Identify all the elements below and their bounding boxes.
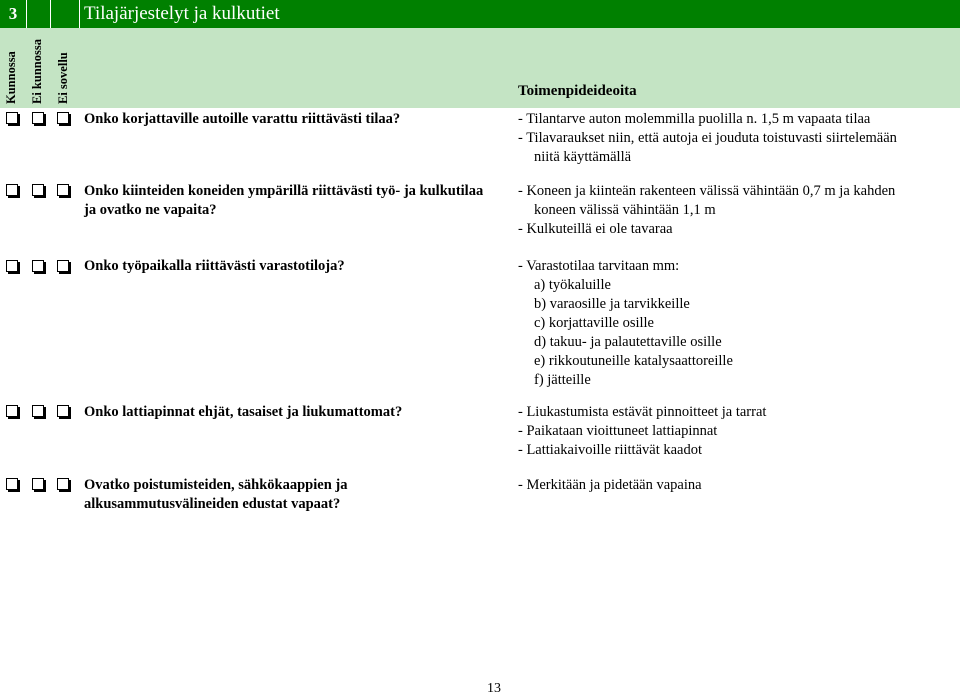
checkbox-ei-kunnossa[interactable] <box>32 112 44 124</box>
question: Onko korjattaville autoille varattu riittävästi tilaa? <box>84 111 401 127</box>
checkbox-ei-kunnossa[interactable] <box>32 405 44 417</box>
ideas: - Varastotilaa tarvitaan mm: a) työkaluille b) varaosille ja tarvikkeille c) korjattaville osille d) takuu- ja palautettaville osille e) rikkoutuneille katalysaattoreille f) jätteille <box>518 258 733 388</box>
section-header <box>0 0 960 28</box>
checkbox-kunnossa[interactable] <box>6 184 18 196</box>
question: Onko työpaikalla riittävästi varastotiloja? <box>84 258 345 274</box>
checkbox-ei-sovellu[interactable] <box>57 478 69 490</box>
checkbox-ei-kunnossa[interactable] <box>32 184 44 196</box>
question: Onko kiinteiden koneiden ympärillä riittävästi työ- ja kulkutilaa ja ovatko ne vapaita? <box>84 183 484 218</box>
checkbox-ei-sovellu[interactable] <box>57 405 69 417</box>
ideas: - Liukastumista estävät pinnoitteet ja tarrat - Paikataan vioittuneet lattiapinnat - Lattiakaivoille riittävät kaadot <box>518 404 767 458</box>
checkbox-kunnossa[interactable] <box>6 112 18 124</box>
question: Ovatko poistumisteiden, sähkökaappien ja alkusammutusvälineiden edustat vapaat? <box>84 477 348 512</box>
page-number: 13 <box>487 681 501 696</box>
column-header-ei-kunnossa: Ei kunnossa <box>26 28 53 108</box>
checkbox-ei-sovellu[interactable] <box>57 260 69 272</box>
checkbox-ei-kunnossa[interactable] <box>32 478 44 490</box>
ideas: - Koneen ja kiinteän rakenteen välissä vähintään 0,7 m ja kahden koneen välissä vähintään 1,1 m - Kulkuteillä ei ole tavaraa <box>518 183 896 237</box>
checkbox-kunnossa[interactable] <box>6 478 18 490</box>
ideas: - Merkitään ja pidetään vapaina <box>518 477 702 493</box>
checkbox-ei-sovellu[interactable] <box>57 184 69 196</box>
section-title: Tilajärjestelyt ja kulkutiet <box>84 3 280 24</box>
checkbox-ei-kunnossa[interactable] <box>32 260 44 272</box>
checkbox-kunnossa[interactable] <box>6 260 18 272</box>
ideas: - Tilantarve auton molemmilla puolilla n. 1,5 m vapaata tilaa - Tilavaraukset niin, että autoja ei jouduta toistuvasti siirtelemään niitä käyttämällä <box>518 111 897 165</box>
column-header-toimenpideideoita: Toimenpideideoita <box>518 83 637 99</box>
column-header-ei-sovellu: Ei sovellu <box>52 28 79 108</box>
checkbox-ei-sovellu[interactable] <box>57 112 69 124</box>
question: Onko lattiapinnat ehjät, tasaiset ja liukumattomat? <box>84 404 403 420</box>
section-number: 3 <box>0 0 27 28</box>
checkbox-kunnossa[interactable] <box>6 405 18 417</box>
column-header-kunnossa: Kunnossa <box>0 28 27 108</box>
header-divider <box>50 0 80 28</box>
